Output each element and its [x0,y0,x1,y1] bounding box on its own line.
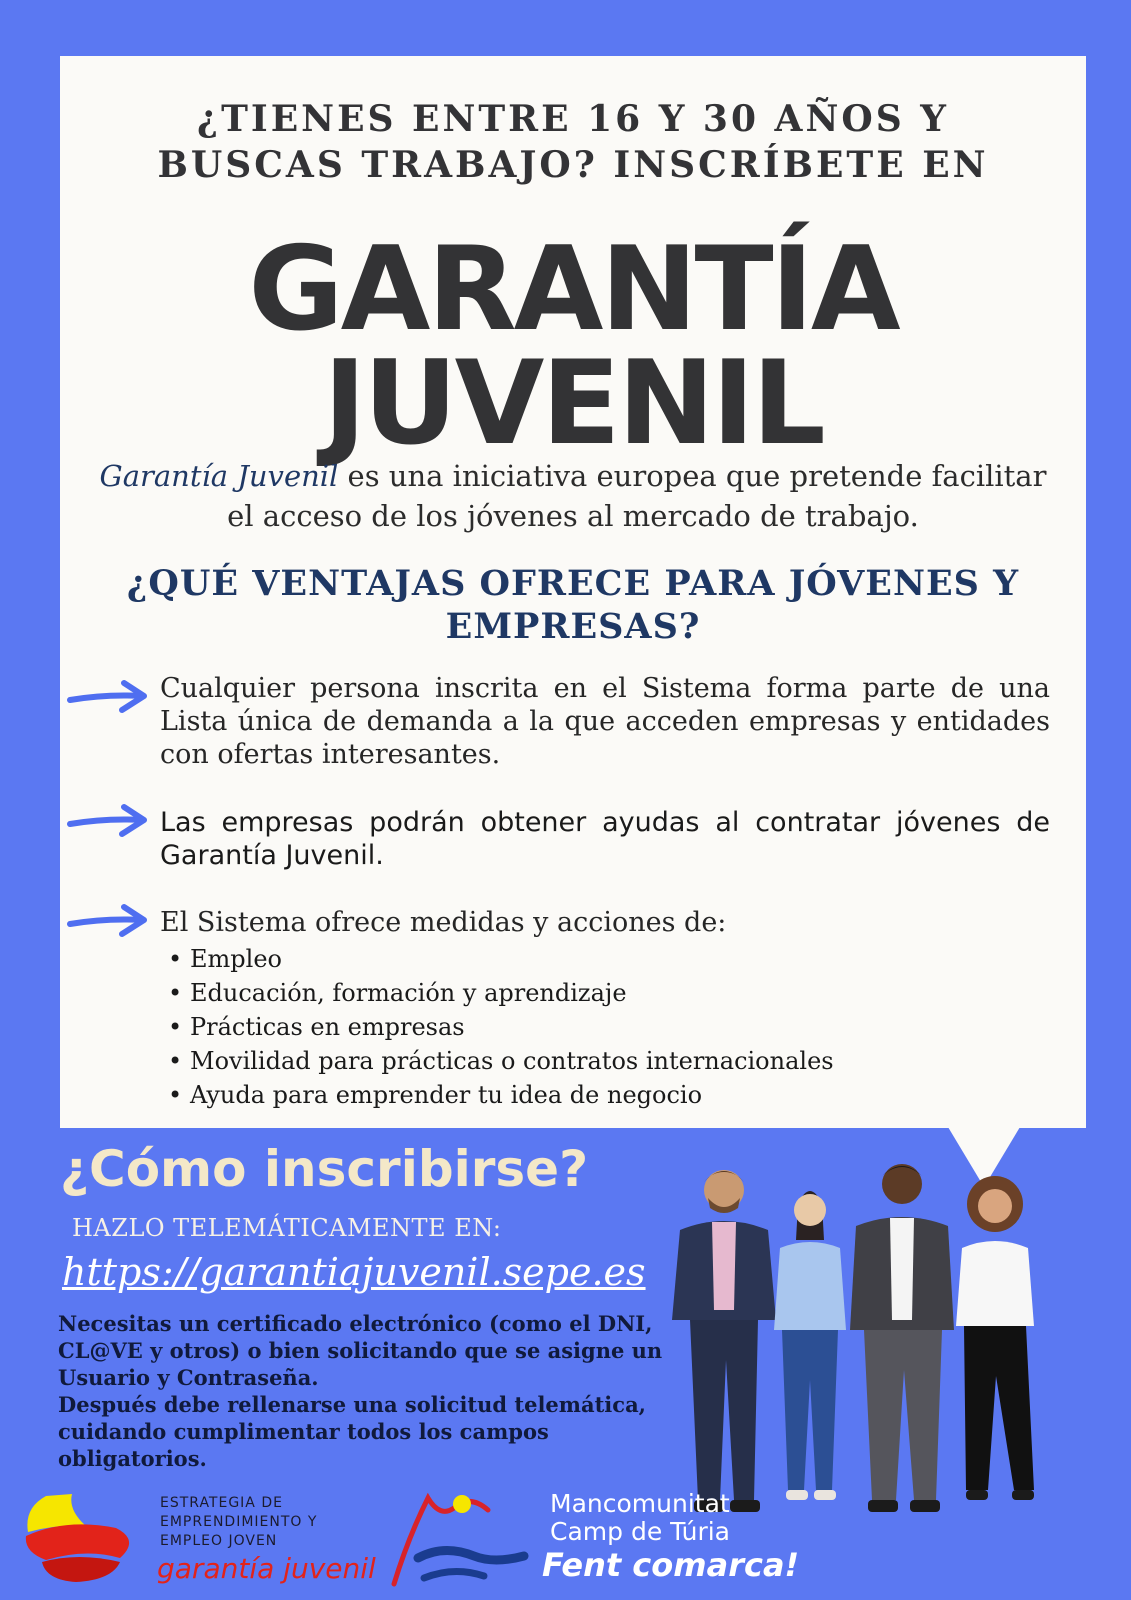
list-item: • Educación, formación y aprendizaje [190,976,834,1010]
mancomunitat-line-1: Mancomunitat [550,1489,730,1518]
measures-list [190,942,834,1112]
point-unique-list: Cualquier persona inscrita en el Sistema forma parte de una Lista única de demanda a la que acceden empresas y entidades con ofertas interesantes. [160,673,1050,770]
how-to-subtitle: HAZLO TELEMÁTICAMENTE EN: [72,1214,502,1242]
intro-line-2: BUSCAS TRABAJO? INSCRÍBETE EN [157,144,989,186]
garantia-juvenil-wordmark: garantía juvenil [157,1552,376,1585]
young-people-illustration [650,1160,1090,1540]
arrow-icon [66,802,150,840]
mancomunitat-name [550,1490,730,1546]
slogan: Fent comarca! [542,1546,800,1584]
description-text: es una iniciativa europea que pretende facilitar el acceso de los jóvenes al mercado de trabajo. [227,459,1047,533]
registration-link[interactable]: https://garantiajuvenil.sepe.es [62,1250,646,1294]
estrategia-line-3: EMPLEO JOVEN [160,1533,278,1549]
main-title-line-2: JUVENIL [323,336,823,471]
list-item: • Movilidad para prácticas o contratos internacionales [190,1044,834,1078]
arrow-icon [66,902,150,940]
estrategia-text [160,1494,317,1551]
info-card [60,56,1086,1128]
mancomunitat-logo-icon [384,1488,534,1592]
intro-heading [60,96,1086,188]
mancomunitat-line-2: Camp de Túria [550,1517,731,1546]
requirements-line-1: Necesitas un certificado electrónico (como el DNI, CL@VE y otros) o bien solicitando que se asigne un Usuario y Contraseña. [58,1311,663,1390]
requirements-text [58,1310,668,1472]
estrategia-line-2: EMPRENDIMIENTO Y [160,1514,318,1530]
person-woman-blue [774,1191,846,1500]
estrategia-line-1: ESTRATEGIA DE [160,1495,283,1511]
description-emphasis: Garantía Juvenil [99,459,339,493]
person-woman-curly [956,1176,1034,1500]
list-item: • Ayuda para emprender tu idea de negocio [190,1078,834,1112]
person-man-beard [672,1170,776,1512]
requirements-line-2: Después debe rellenarse una solicitud telemática, cuidando cumplimentar todos los campos obligatorios. [58,1392,646,1471]
point-measures: El Sistema ofrece medidas y acciones de: [160,907,727,938]
intro-line-1: ¿TIENES ENTRE 16 Y 30 AÑOS Y [197,98,949,140]
arrow-icon [66,678,150,716]
list-item: • Prácticas en empresas [190,1010,834,1044]
list-item: • Empleo [190,942,834,976]
description [90,456,1056,536]
person-man-suit [850,1164,954,1512]
main-title-line-1: GARANTÍA [248,222,898,357]
advantages-question: ¿QUÉ VENTAJAS OFRECE PARA JÓVENES Y EMPRESAS? [126,563,1020,647]
garantia-juvenil-logo-icon [16,1488,146,1584]
how-to-title: ¿Cómo inscribirse? [60,1140,589,1198]
point-company-aid: Las empresas podrán obtener ayudas al contratar jóvenes de Garantía Juvenil. [160,807,1050,871]
